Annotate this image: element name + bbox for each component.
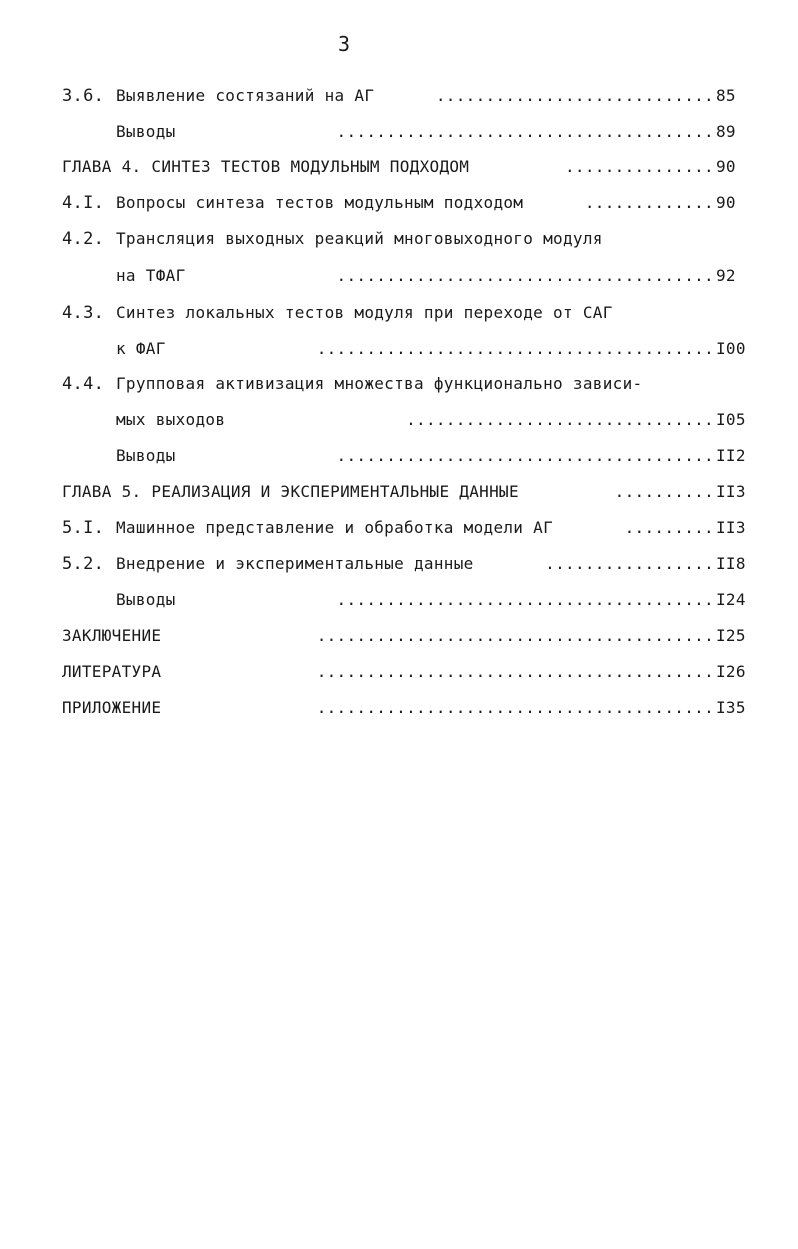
toc-leader-dots: .......... <box>614 482 714 501</box>
toc-title: Выводы <box>116 446 176 465</box>
toc-leader-dots: ........................................ <box>316 626 714 645</box>
toc-leader-dots: ............. <box>584 193 714 212</box>
toc-leader-dots: ............................... <box>406 410 714 429</box>
toc-title: ПРИЛОЖЕНИЕ <box>62 698 162 717</box>
toc-entry <box>0 438 798 474</box>
toc-entry <box>0 149 798 185</box>
toc-section-number: 4.2. <box>62 229 105 249</box>
toc-leader-dots: ............... <box>565 157 714 176</box>
toc-leader-dots: ........................................ <box>316 339 714 358</box>
toc-section-number: 5.2. <box>62 554 105 574</box>
toc-section-number: 5.I. <box>62 518 105 538</box>
toc-page-number: II2 <box>716 446 746 465</box>
toc-leader-dots: ...................................... <box>336 446 714 465</box>
toc-leader-dots: ......... <box>624 518 714 537</box>
toc-leader-dots: ...................................... <box>336 122 714 141</box>
toc-page-number: 89 <box>716 122 736 141</box>
toc-entry <box>0 474 798 510</box>
toc-page-number: I00 <box>716 339 746 358</box>
toc-page-number: I26 <box>716 662 746 681</box>
toc-entry <box>0 618 798 654</box>
toc-title: ГЛАВА 4. СИНТЕЗ ТЕСТОВ МОДУЛЬНЫМ ПОДХОДОМ <box>62 157 470 176</box>
toc-page-number: I24 <box>716 590 746 609</box>
toc-leader-dots: ........................................ <box>316 662 714 681</box>
toc-title: Выявление состязаний на АГ <box>116 86 375 105</box>
toc-entry <box>0 185 798 221</box>
toc-leader-dots: ................. <box>545 554 714 573</box>
toc-page-number: I35 <box>716 698 746 717</box>
toc-title: на ТФАГ <box>116 266 186 285</box>
toc-title: Выводы <box>116 122 176 141</box>
toc-entry <box>0 402 798 438</box>
page-number: 3 <box>337 32 351 56</box>
toc-page-number: II8 <box>716 554 746 573</box>
toc-title: к ФАГ <box>116 339 166 358</box>
toc-title: Групповая активизация множества функционально зависи- <box>116 374 643 393</box>
toc-title: ГЛАВА 5. РЕАЛИЗАЦИЯ И ЭКСПЕРИМЕНТАЛЬНЫЕ ДАННЫЕ <box>62 482 519 501</box>
toc-leader-dots: ...................................... <box>336 266 714 285</box>
toc-leader-dots: ...................................... <box>336 590 714 609</box>
toc-title: Синтез локальных тестов модуля при переходе от САГ <box>116 303 613 322</box>
toc-page-number: 92 <box>716 266 736 285</box>
toc-entry <box>0 546 798 582</box>
toc-section-number: 4.3. <box>62 303 105 323</box>
toc-page-number: II3 <box>716 482 746 501</box>
toc-leader-dots: ........................................ <box>316 698 714 717</box>
toc-page-number: 90 <box>716 193 736 212</box>
toc-entry <box>0 690 798 726</box>
toc-entry <box>0 654 798 690</box>
toc-section-number: 4.4. <box>62 374 105 394</box>
toc-section-number: 3.6. <box>62 86 105 106</box>
toc-entry <box>0 510 798 546</box>
toc-leader-dots: ............................ <box>435 86 714 105</box>
toc-entry <box>0 114 798 150</box>
toc-title: Внедрение и экспериментальные данные <box>116 554 474 573</box>
toc-page-number: I05 <box>716 410 746 429</box>
toc-title: Трансляция выходных реакций многовыходного модуля <box>116 229 603 248</box>
toc-section-number: 4.I. <box>62 193 105 213</box>
toc-page-number: 90 <box>716 157 736 176</box>
toc-page-number: II3 <box>716 518 746 537</box>
toc-title: ЛИТЕРАТУРА <box>62 662 162 681</box>
toc-title: Машинное представление и обработка модели АГ <box>116 518 554 537</box>
toc-page-number: 85 <box>716 86 736 105</box>
toc-entry <box>0 258 798 294</box>
toc-title: Выводы <box>116 590 176 609</box>
toc-title: ЗАКЛЮЧЕНИЕ <box>62 626 162 645</box>
toc-entry <box>0 582 798 618</box>
toc-entry <box>0 221 798 257</box>
toc-entry <box>0 366 798 402</box>
toc-title: мых выходов <box>116 410 226 429</box>
toc-page-number: I25 <box>716 626 746 645</box>
toc-entry <box>0 295 798 331</box>
toc-entry <box>0 78 798 114</box>
toc-title: Вопросы синтеза тестов модульным подходом <box>116 193 524 212</box>
toc-entry <box>0 331 798 367</box>
